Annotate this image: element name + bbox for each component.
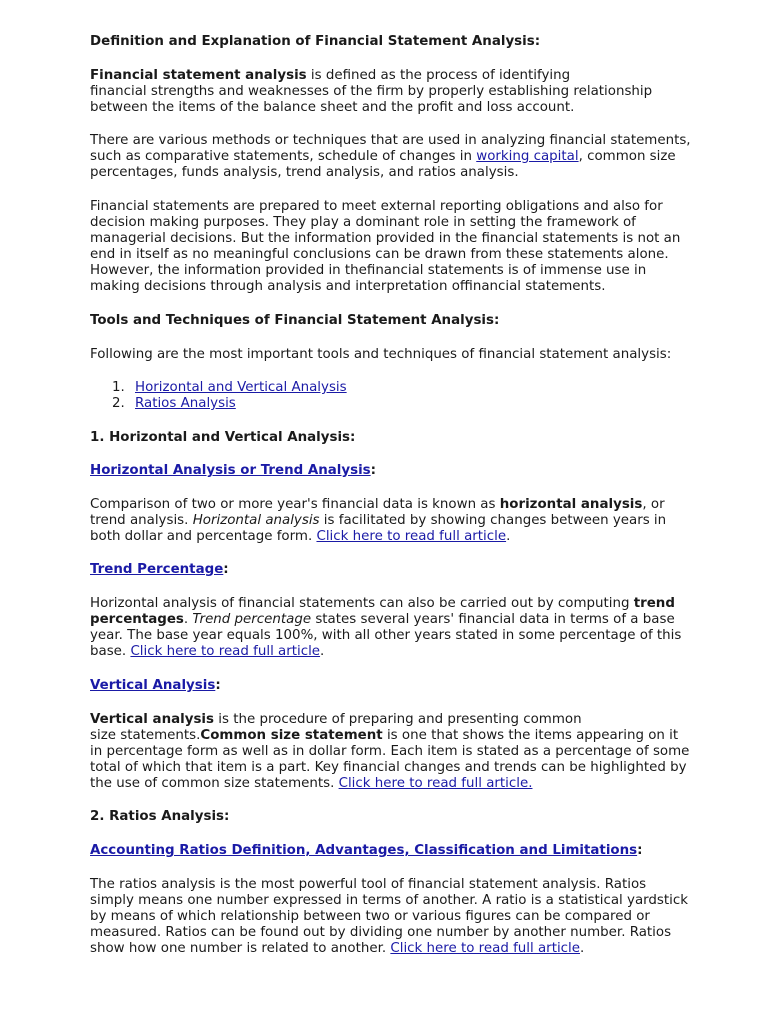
heading-tools: Tools and Techniques of Financial Statement Analysis: xyxy=(90,313,500,328)
tools-intro: Following are the most important tools and techniques of financial statement analysis: xyxy=(90,347,672,362)
link-trend-percentage[interactable]: Trend Percentage xyxy=(90,562,224,577)
tools-list xyxy=(90,380,730,412)
heading-ratios: 2. Ratios Analysis: xyxy=(90,809,230,824)
read-more-link-vertical[interactable]: Click here to read full article. xyxy=(338,776,533,791)
vertical-title: Vertical Analysis: xyxy=(90,678,221,693)
definition-paragraph: Financial statement analysis is defined as the process of identifying financial strengths and weaknesses of the firm by properly establishing relationship between the items of the balance sheet and the profit and loss account. xyxy=(90,68,653,115)
horizontal-paragraph: Comparison of two or more year's financial data is known as horizontal analysis, or trend analysis. Horizontal analysis is facilitated by showing changes between years in both dollar and percentage form. Click here to read full article. xyxy=(90,497,667,544)
trend-paragraph: Horizontal analysis of financial statements can also be carried out by computing trend percentages. Trend percentage states several years' financial data in terms of a base year. The base year equals 100%, with all other years stated in some percentage of this base. Click here to read full article. xyxy=(90,596,682,659)
read-more-link-horizontal[interactable]: Click here to read full article xyxy=(316,529,507,544)
link-working-capital[interactable]: working capital xyxy=(476,149,579,164)
list-item: 2. Ratios Analysis xyxy=(112,396,236,411)
link-vertical-analysis[interactable]: Vertical Analysis xyxy=(90,678,216,693)
horizontal-title: Horizontal Analysis or Trend Analysis: xyxy=(90,463,376,478)
ratios-paragraph: The ratios analysis is the most powerful tool of financial statement analysis. Ratios simply means one number expressed in terms of another. A ratio is a statistical yardstick by means of which relationship between two or various figures can be compared or measured. Ratios can be found out by dividing one number by another number. Ratios show how one number is related to another. Click here to read full article. xyxy=(90,877,689,956)
methods-paragraph: There are various methods or techniques that are used in analyzing financial statements, such as comparative statements, schedule of changes in working capital, common size percentages, funds analysis, trend analysis, and ratios analysis. xyxy=(90,133,691,180)
trend-title: Trend Percentage: xyxy=(90,562,229,577)
term-financial-statement-analysis: Financial statement analysis xyxy=(90,68,307,83)
heading-horizontal-vertical: 1. Horizontal and Vertical Analysis: xyxy=(90,430,356,445)
list-item: 1. Horizontal and Vertical Analysis xyxy=(112,380,347,395)
link-ratios-analysis[interactable]: Ratios Analysis xyxy=(135,396,236,411)
purpose-paragraph: Financial statements are prepared to meet external reporting obligations and also for decision making purposes. They play a dominant role in setting the framework of managerial decisions. But the information provided in the financial statements is not an end in itself as no meaningful conclusions can be drawn from these statements alone. However, the information provided in thefinancial statements is of immense use in making decisions through analysis and interpretation offinancial statements. xyxy=(90,199,681,294)
ratios-title: Accounting Ratios Definition, Advantages, Classification and Limitations: xyxy=(90,843,643,858)
vertical-paragraph: Vertical analysis is the procedure of preparing and presenting common size statements.Common size statement is one that shows the items appearing on it in percentage form as well as in dollar form. Each item is stated as a percentage of some total of which that item is a part. Key financial changes and trends can be highlighted by the use of common size statements. Click here to read full article. xyxy=(90,712,690,791)
heading-definition: Definition and Explanation of Financial Statement Analysis: xyxy=(90,34,541,49)
read-more-link-ratios[interactable]: Click here to read full article xyxy=(390,941,580,956)
link-horizontal-vertical-analysis[interactable]: Horizontal and Vertical Analysis xyxy=(135,380,347,395)
link-accounting-ratios[interactable]: Accounting Ratios Definition, Advantages, Classification and Limitations xyxy=(90,843,638,858)
link-horizontal-trend-analysis[interactable]: Horizontal Analysis or Trend Analysis xyxy=(90,463,371,478)
read-more-link-trend[interactable]: Click here to read full article xyxy=(130,644,321,659)
